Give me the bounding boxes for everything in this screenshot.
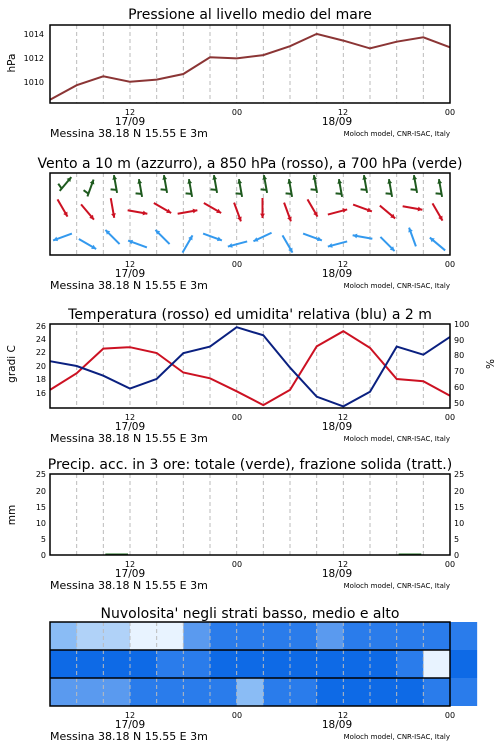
wind-arrow: [178, 209, 198, 214]
cloud-cell: [210, 678, 237, 706]
cloud-cell: [370, 678, 397, 706]
humidity-ytick: 50: [454, 399, 465, 408]
cloud-cell: [343, 622, 370, 650]
model-credit: Moloch model, CNR-ISAC, Italy: [343, 435, 450, 443]
location-label: Messina 38.18 N 15.55 E 3m: [50, 432, 208, 445]
cloud-cell: [423, 678, 450, 706]
cloud-cell: [210, 650, 237, 678]
cloud-cell: [103, 622, 130, 650]
time-tick-label: 00: [444, 413, 456, 422]
cloud-cell: [263, 622, 290, 650]
wind-grid: [77, 173, 424, 255]
wind-arrow: [211, 175, 217, 193]
precip-y-ticks-left: [36, 470, 46, 560]
wind-arrow: [403, 206, 423, 211]
cloud-cell: [183, 678, 210, 706]
date-label: 17/09: [114, 719, 146, 731]
cloud-cell: [237, 650, 264, 678]
precip-panel: [6, 457, 464, 592]
cloud-cell: [50, 650, 77, 678]
temperature-ytick: 18: [35, 375, 46, 384]
cloud-cell: [157, 678, 184, 706]
temperature-ytick: 20: [35, 362, 46, 371]
wind-arrow: [186, 179, 192, 197]
date-label: 17/09: [114, 421, 146, 433]
temperature-y-ticks: [36, 322, 46, 398]
humidity-ytick: 90: [454, 336, 465, 345]
wind-arrow: [311, 175, 317, 193]
wind-arrow: [386, 179, 392, 197]
date-label: 18/09: [321, 268, 353, 280]
wind-arrow: [408, 228, 416, 247]
cloud-cell: [77, 622, 104, 650]
date-label: 18/09: [321, 116, 353, 128]
wind-arrow: [303, 234, 322, 242]
time-tick-label: 00: [231, 413, 243, 422]
cloud-cell: [423, 622, 450, 650]
model-credit: Moloch model, CNR-ISAC, Italy: [343, 282, 450, 290]
cloud-cell: [370, 622, 397, 650]
precip-time-axis: [50, 560, 455, 592]
cloud-cell: [103, 678, 130, 706]
time-tick-label: 12: [337, 711, 349, 720]
temperature-panel: [6, 307, 495, 445]
precip-ylabel: mm: [6, 504, 18, 526]
precip-ytick: 0: [454, 551, 460, 560]
wind-arrow: [111, 175, 117, 193]
time-tick-label: 12: [337, 108, 349, 117]
pressure-ytick: 1014: [23, 30, 44, 39]
time-tick-label: 12: [124, 413, 136, 422]
wind-arrow: [58, 199, 68, 216]
precip-ytick: 15: [454, 503, 465, 512]
time-tick-label: 00: [444, 711, 456, 720]
wind-arrow: [284, 203, 292, 222]
time-tick-label: 00: [444, 108, 456, 117]
wind-arrow: [328, 208, 347, 214]
cloud-cell: [450, 678, 477, 706]
precip-ytick: 10: [35, 519, 46, 528]
precip-ytick: 15: [35, 503, 46, 512]
wind-arrow: [111, 198, 116, 218]
wind-title: Vento a 10 m (azzurro), a 850 hPa (rosso), a 700 hPa (verde): [37, 156, 463, 172]
precip-ytick: 5: [454, 535, 460, 544]
cloud-cell: [423, 650, 450, 678]
cloud-cell: [130, 622, 157, 650]
humidity-line: [50, 327, 450, 406]
time-tick-label: 12: [124, 108, 136, 117]
pressure-time-axis: [50, 108, 455, 140]
wind-arrow: [128, 210, 148, 215]
cloud-cell: [343, 678, 370, 706]
temperature-grid: [77, 324, 424, 408]
model-credit: Moloch model, CNR-ISAC, Italy: [343, 130, 450, 138]
date-label: 17/09: [114, 268, 146, 280]
model-credit: Moloch model, CNR-ISAC, Italy: [343, 582, 450, 590]
precip-ytick: 25: [35, 470, 46, 479]
temperature-title: Temperatura (rosso) ed umidita' relativa (blu) a 2 m: [68, 307, 432, 323]
wind-arrow: [105, 230, 119, 244]
wind-arrow: [380, 206, 395, 219]
precip-ytick: 10: [454, 519, 465, 528]
wind-arrow: [328, 241, 347, 247]
humidity-ylabel: %: [483, 359, 495, 369]
cloud-cell: [317, 650, 344, 678]
humidity-y-ticks: [454, 320, 469, 408]
pressure-title: Pressione al livello medio del mare: [128, 7, 372, 23]
pressure-y-ticks: [24, 30, 44, 87]
pressure-ytick: 1012: [23, 54, 44, 63]
precip-ytick: 25: [454, 470, 465, 479]
date-label: 18/09: [321, 568, 353, 580]
temperature-ylabel: gradi C: [6, 345, 18, 383]
wind-arrow: [380, 237, 394, 251]
wind-arrow: [53, 234, 72, 242]
cloud-cell: [237, 678, 264, 706]
precip-title: Precip. acc. in 3 ore: totale (verde), frazione solida (tratt.): [47, 457, 453, 473]
temperature-ytick: 16: [35, 389, 46, 398]
time-tick-label: 00: [231, 560, 243, 569]
wind-arrow: [81, 204, 94, 219]
wind-arrow: [411, 175, 417, 193]
humidity-ytick: 60: [454, 383, 465, 392]
pressure-ylabel: hPa: [6, 53, 18, 73]
cloud-cell: [397, 650, 424, 678]
date-label: 17/09: [114, 116, 146, 128]
wind-arrow: [136, 179, 142, 197]
wind-arrow: [353, 205, 372, 213]
location-label: Messina 38.18 N 15.55 E 3m: [50, 127, 208, 140]
wind-arrow: [183, 235, 193, 252]
pressure-panel: [6, 7, 455, 140]
wind-arrow: [433, 203, 443, 220]
temperature-time-axis: [50, 413, 455, 445]
cloud-cell: [290, 678, 317, 706]
wind-arrow: [336, 179, 342, 197]
pressure-ytick: 1010: [23, 78, 44, 87]
cloud-cell: [210, 622, 237, 650]
precip-ytick: 20: [35, 487, 46, 496]
cloud-cell: [130, 678, 157, 706]
cloud-cell: [317, 678, 344, 706]
cloud-cell: [343, 650, 370, 678]
cloud-cell: [77, 650, 104, 678]
cloud-cell: [370, 650, 397, 678]
cloud-cell: [77, 678, 104, 706]
wind-arrow: [283, 235, 293, 252]
precip-ytick: 20: [454, 487, 465, 496]
time-tick-label: 00: [231, 260, 243, 269]
wind-arrow: [228, 241, 247, 247]
temperature-ytick: 26: [35, 322, 46, 331]
temperature-frame: [50, 324, 450, 408]
pressure-frame: [50, 25, 450, 103]
wind-panel: [37, 156, 462, 292]
wind-time-axis: [50, 260, 455, 292]
date-label: 18/09: [321, 421, 353, 433]
wind-arrow: [353, 234, 373, 239]
cloud-cell: [317, 622, 344, 650]
wind-arrow: [286, 179, 292, 197]
wind-arrow: [128, 240, 147, 248]
cloud-cell: [290, 650, 317, 678]
cloud-cell: [263, 650, 290, 678]
precip-y-ticks-right: [454, 470, 464, 560]
wind-arrow: [84, 180, 95, 197]
cloud-cell: [450, 622, 477, 650]
date-label: 17/09: [114, 568, 146, 580]
time-tick-label: 12: [124, 711, 136, 720]
cloud-cell: [397, 622, 424, 650]
wind-arrow: [361, 175, 367, 193]
date-label: 18/09: [321, 719, 353, 731]
wind-arrow: [79, 239, 96, 249]
location-label: Messina 38.18 N 15.55 E 3m: [50, 579, 208, 592]
cloud-cell: [290, 622, 317, 650]
time-tick-label: 12: [124, 260, 136, 269]
precip-ytick: 5: [40, 535, 46, 544]
model-credit: Moloch model, CNR-ISAC, Italy: [343, 733, 450, 741]
time-tick-label: 12: [337, 560, 349, 569]
wind-arrow: [155, 230, 169, 244]
location-label: Messina 38.18 N 15.55 E 3m: [50, 279, 208, 292]
precip-frame: [50, 474, 450, 555]
wind-arrow: [203, 234, 222, 242]
precip-ytick: 0: [40, 551, 46, 560]
cloud-cell: [183, 622, 210, 650]
time-tick-label: 00: [444, 260, 456, 269]
humidity-ytick: 100: [454, 320, 470, 329]
pressure-grid: [77, 25, 424, 103]
humidity-ytick: 80: [454, 351, 465, 360]
precip-grid: [77, 474, 424, 555]
time-tick-label: 12: [337, 260, 349, 269]
time-tick-label: 00: [231, 108, 243, 117]
cloud-cell: [263, 678, 290, 706]
cloud-cell: [50, 622, 77, 650]
time-tick-label: 12: [124, 560, 136, 569]
cloud-cell: [237, 622, 264, 650]
time-tick-label: 00: [231, 711, 243, 720]
time-tick-label: 00: [444, 560, 456, 569]
cloud-cell: [157, 650, 184, 678]
wind-arrow: [436, 179, 442, 197]
temperature-ytick: 24: [35, 335, 46, 344]
cloud-cell: [50, 678, 77, 706]
wind-arrow: [204, 203, 221, 213]
cloud-cell: [103, 650, 130, 678]
cloud-cell: [130, 650, 157, 678]
wind-arrow: [161, 175, 167, 193]
wind-arrow: [234, 203, 242, 222]
humidity-ytick: 70: [454, 367, 465, 376]
wind-arrow: [58, 177, 71, 191]
cloud-cell: [183, 650, 210, 678]
cloud-panel: [50, 606, 477, 743]
wind-arrow: [430, 238, 445, 251]
wind-arrow: [253, 233, 271, 242]
wind-arrow: [260, 198, 265, 218]
cloud-cell: [450, 650, 477, 678]
wind-barbs: [53, 175, 445, 253]
cloud-time-axis: [50, 711, 455, 743]
time-tick-label: 12: [337, 413, 349, 422]
cloud-cell: [397, 678, 424, 706]
cloud-title: Nuvolosita' negli strati basso, medio e alto: [100, 606, 400, 622]
wind-arrow: [308, 199, 318, 216]
temperature-ytick: 22: [35, 348, 46, 357]
location-label: Messina 38.18 N 15.55 E 3m: [50, 730, 208, 743]
pressure-line: [50, 34, 450, 100]
cloud-cell: [157, 622, 184, 650]
temperature-line: [50, 331, 450, 405]
